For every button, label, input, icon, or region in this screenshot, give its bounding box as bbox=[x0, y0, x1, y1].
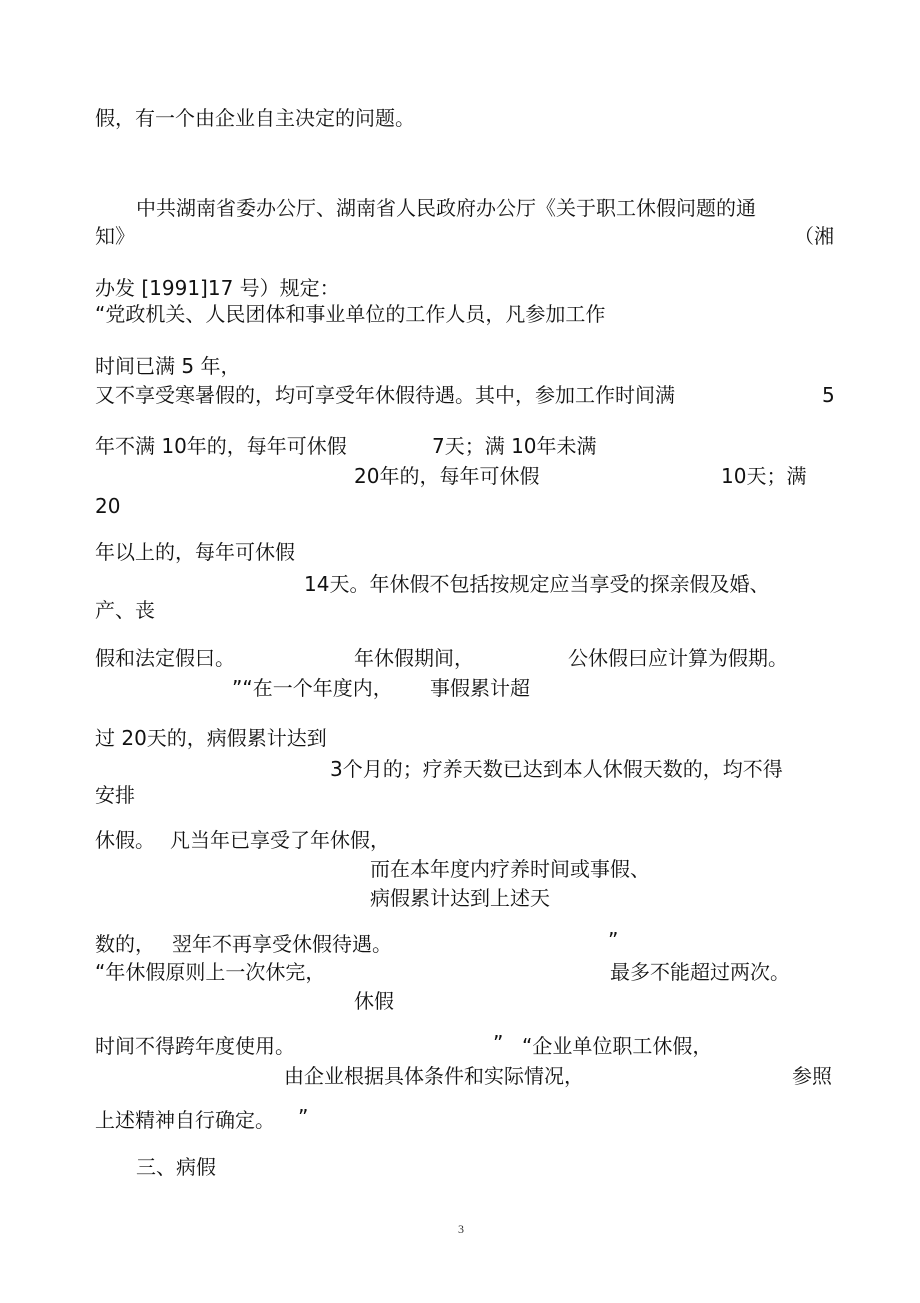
text-line: 而在本年度内疗养时间或事假、 bbox=[370, 857, 650, 881]
text-line: 假和法定假曰。 bbox=[95, 646, 235, 670]
text-line: 年以上的，每年可休假 bbox=[95, 540, 295, 564]
text-line: 休假 bbox=[354, 989, 394, 1013]
text-line: 产、丧 bbox=[95, 598, 155, 622]
text-line: 数的， bbox=[95, 932, 155, 956]
text-line: 假，有一个由企业自主决定的问题。 bbox=[95, 106, 415, 130]
text-line: 中共湖南省委办公厅、湖南省人民政府办公厅《关于职工休假问题的通 bbox=[136, 196, 756, 220]
text-line: “党政机关、人民团体和事业单位的工作人员，凡参加工作 bbox=[95, 302, 606, 326]
text-line: 5 bbox=[822, 383, 835, 407]
text-line: 20 bbox=[95, 494, 121, 518]
text-line: 年休假期间， bbox=[354, 646, 474, 670]
text-line: 上述精神自行确定。 bbox=[95, 1108, 275, 1132]
text-line: 最多不能超过两次。 bbox=[610, 960, 790, 984]
text-line: 又不享受寒暑假的，均可享受年休假待遇。其中，参加工作时间满 bbox=[95, 383, 675, 407]
text-line: 凡当年已享受了年休假， bbox=[170, 828, 390, 852]
text-line: 安排 bbox=[95, 783, 135, 807]
text-line: 10天；满 bbox=[721, 464, 807, 488]
text-line: 事假累计超 bbox=[430, 676, 530, 700]
text-line: 公休假曰应计算为假期。 bbox=[568, 646, 788, 670]
text-line: 过 20天的，病假累计达到 bbox=[95, 726, 327, 750]
text-line: ” bbox=[608, 928, 619, 952]
text-line: ”“在一个年度内， bbox=[232, 676, 393, 700]
text-line: 休假。 bbox=[95, 828, 155, 852]
text-line: 时间不得跨年度使用。 bbox=[95, 1034, 295, 1058]
text-line: 翌年不再享受休假待遇。 bbox=[172, 932, 392, 956]
text-line: 时间已满 5 年， bbox=[95, 354, 241, 378]
text-line: “企业单位职工休假， bbox=[522, 1034, 713, 1058]
section-heading: 三、病假 bbox=[136, 1155, 216, 1179]
text-line: 知》 bbox=[95, 224, 135, 248]
text-line: “年休假原则上一次休完， bbox=[95, 960, 326, 984]
text-line: 参照 bbox=[792, 1064, 832, 1088]
text-line: 20年的，每年可休假 bbox=[354, 464, 540, 488]
text-line: ” bbox=[493, 1031, 504, 1055]
text-line: 14天。年休假不包括按规定应当享受的探亲假及婚、 bbox=[304, 572, 770, 596]
text-line: 7天；满 10年未满 bbox=[432, 434, 597, 458]
text-line: 3个月的；疗养天数已达到本人休假天数的，均不得 bbox=[330, 757, 783, 781]
text-line: （湘 bbox=[794, 224, 834, 248]
text-line: 病假累计达到上述天 bbox=[370, 886, 550, 910]
text-line: ” bbox=[298, 1105, 309, 1129]
text-line: 年不满 10年的，每年可休假 bbox=[95, 434, 347, 458]
page-number: 3 bbox=[458, 1222, 464, 1236]
text-line: 由企业根据具体条件和实际情况， bbox=[284, 1064, 584, 1088]
text-line: 办发 [1991]17 号）规定： bbox=[95, 276, 340, 300]
